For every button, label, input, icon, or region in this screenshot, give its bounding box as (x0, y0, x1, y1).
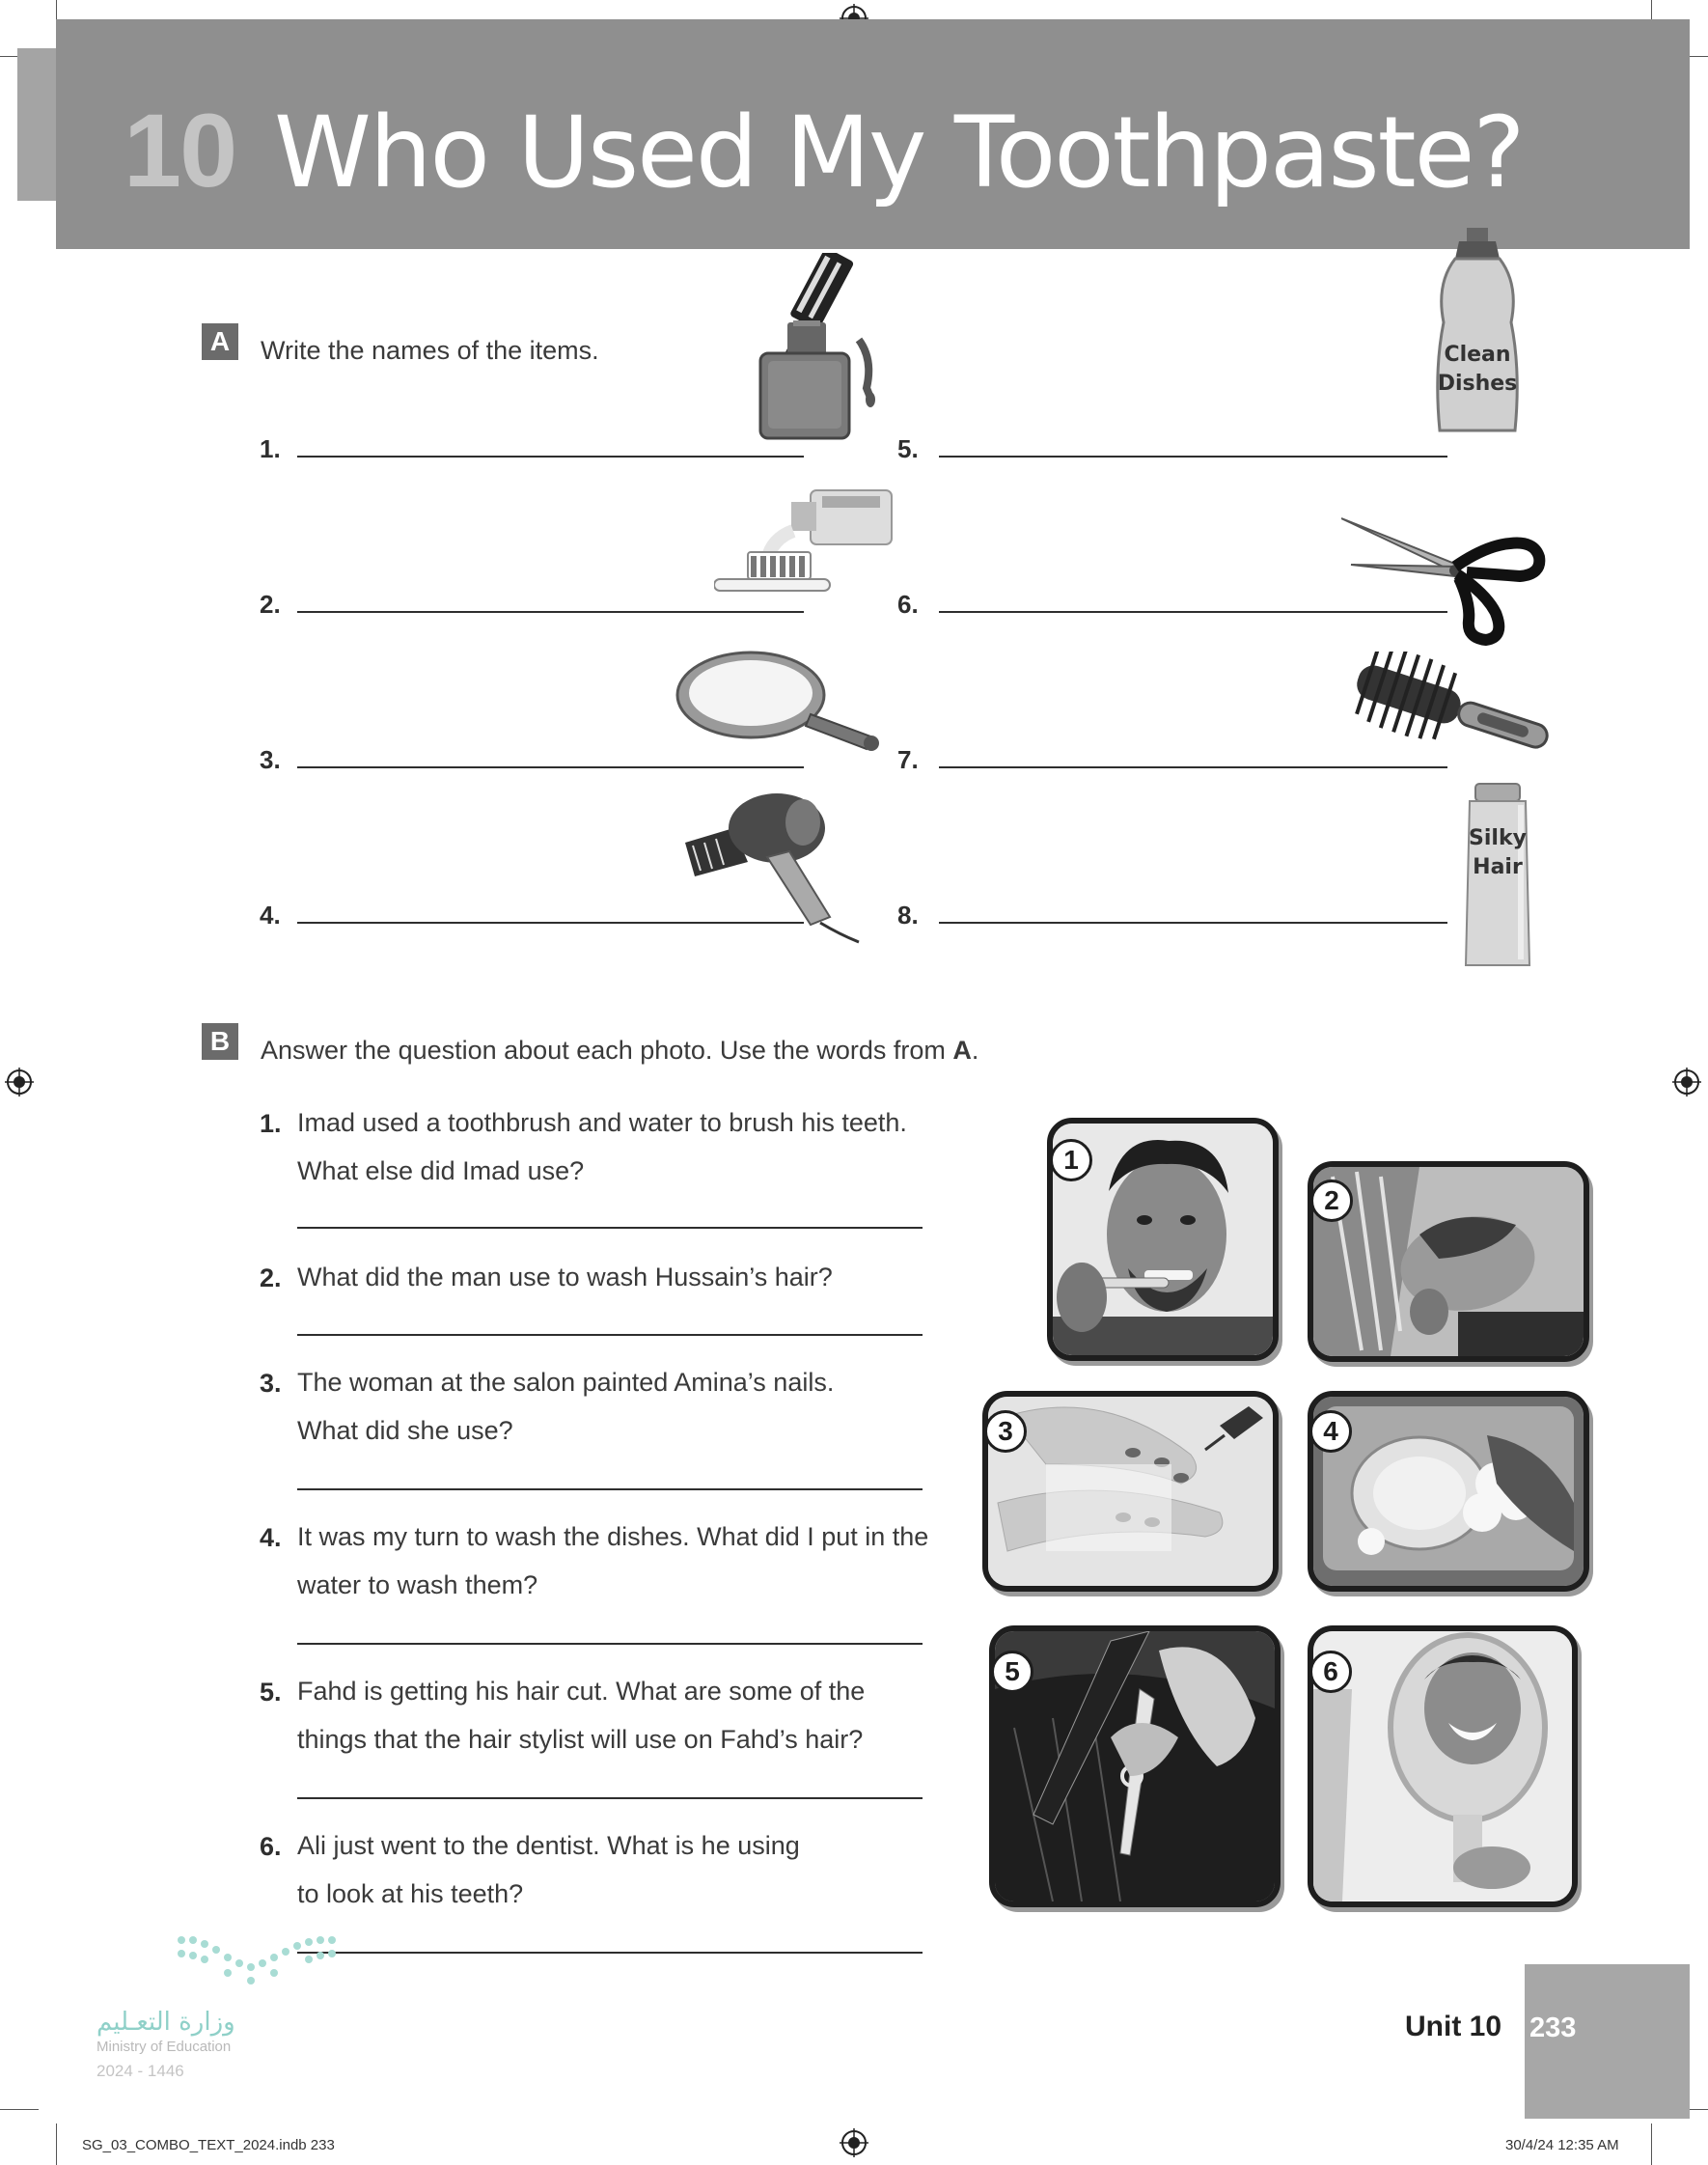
nail-polish-icon (753, 253, 893, 446)
ministry-logo-icon (174, 1930, 347, 1990)
section-a-badge: A (202, 323, 238, 360)
answer-line-q5[interactable] (297, 1797, 923, 1799)
item-number: 2. (260, 590, 281, 619)
answer-line-q1[interactable] (297, 1227, 923, 1229)
hand-mirror-icon (675, 649, 883, 755)
page-number: 233 (1529, 2012, 1577, 2043)
ministry-name-english: Ministry of Education (96, 2039, 232, 2055)
registration-mark-icon (1672, 1068, 1701, 1096)
unit-number: 10 (124, 92, 236, 208)
answer-line-1[interactable] (297, 456, 804, 458)
page-title: Who Used My Toothpaste? (274, 96, 1524, 210)
item-number: 8. (897, 901, 919, 930)
scissors-icon (1341, 507, 1563, 647)
photo-number: 2 (1310, 1180, 1353, 1222)
question-number: 6. (260, 1832, 282, 1861)
item-number: 5. (897, 434, 919, 463)
question-number: 1. (260, 1109, 282, 1138)
answer-line-q2[interactable] (297, 1334, 923, 1336)
photo-number: 1 (1050, 1139, 1092, 1181)
header-tab (17, 48, 61, 201)
photo-number: 3 (984, 1410, 1027, 1453)
print-slug-file: SG_03_COMBO_TEXT_2024.indb 233 (82, 2137, 335, 2153)
question-text: Fahd is getting his hair cut. What are some of the things that the hair stylist will use on Fahd’s hair? (297, 1677, 866, 1754)
shampoo-label: Silky Hair (1469, 826, 1527, 879)
answer-line-5[interactable] (939, 456, 1447, 458)
photo-number: 5 (991, 1651, 1033, 1693)
photo-4 (1308, 1391, 1589, 1592)
question-number: 5. (260, 1678, 282, 1707)
answer-line-q6[interactable] (297, 1952, 923, 1954)
ministry-year: 2024 - 1446 (96, 2062, 184, 2080)
hair-dryer-icon (675, 790, 868, 944)
crop-mark (0, 2109, 39, 2110)
item-number: 4. (260, 901, 281, 930)
answer-line-3[interactable] (297, 766, 804, 768)
item-number: 1. (260, 434, 281, 463)
hairbrush-icon (1346, 652, 1563, 772)
shampoo-icon (1462, 782, 1534, 970)
question-number: 2. (260, 1263, 282, 1292)
photo-number: 4 (1309, 1410, 1352, 1453)
question-number: 3. (260, 1369, 282, 1398)
section-b-instruction: Answer the question about each photo. Use the words from A. (261, 1036, 979, 1065)
crop-mark (1651, 2123, 1652, 2165)
hair-washing-photo (1313, 1167, 1584, 1356)
question-text: The woman at the salon painted Amina’s nails. What did she use? (297, 1368, 835, 1445)
question-text: What did the man use to wash Hussain’s hair? (297, 1263, 833, 1291)
answer-line-8[interactable] (939, 922, 1447, 924)
ministry-name-arabic: وزارة التعـليم (96, 2008, 235, 2037)
crop-mark (56, 2123, 57, 2165)
section-a-instruction: Write the names of the items. (261, 336, 599, 365)
item-number: 7. (897, 745, 919, 774)
nail-painting-photo (988, 1397, 1273, 1586)
item-number: 3. (260, 745, 281, 774)
haircut-photo (995, 1631, 1275, 1901)
question-text: Imad used a toothbrush and water to brush his teeth. What else did Imad use? (297, 1108, 907, 1185)
dish-washing-photo (1313, 1397, 1584, 1586)
answer-line-q4[interactable] (297, 1643, 923, 1645)
answer-line-q3[interactable] (297, 1488, 923, 1490)
print-slug-date: 30/4/24 12:35 AM (1505, 2137, 1619, 2153)
mirror-smile-photo (1313, 1631, 1572, 1901)
dish-soap-label: Clean Dishes (1437, 343, 1518, 396)
unit-label: Unit 10 (1405, 2011, 1502, 2042)
question-number: 4. (260, 1523, 282, 1552)
photo-number: 6 (1309, 1651, 1352, 1693)
dish-soap-icon (1432, 226, 1524, 438)
answer-line-2[interactable] (297, 611, 804, 613)
registration-mark-icon (840, 2128, 868, 2157)
photo-3 (982, 1391, 1279, 1592)
question-text: It was my turn to wash the dishes. What did I put in the water to wash them? (297, 1522, 929, 1599)
section-b-badge: B (202, 1023, 238, 1060)
item-number: 6. (897, 590, 919, 619)
question-text: Ali just went to the dentist. What is he using to look at his teeth? (297, 1831, 800, 1908)
registration-mark-icon (5, 1068, 34, 1096)
toothpaste-icon (714, 483, 893, 603)
